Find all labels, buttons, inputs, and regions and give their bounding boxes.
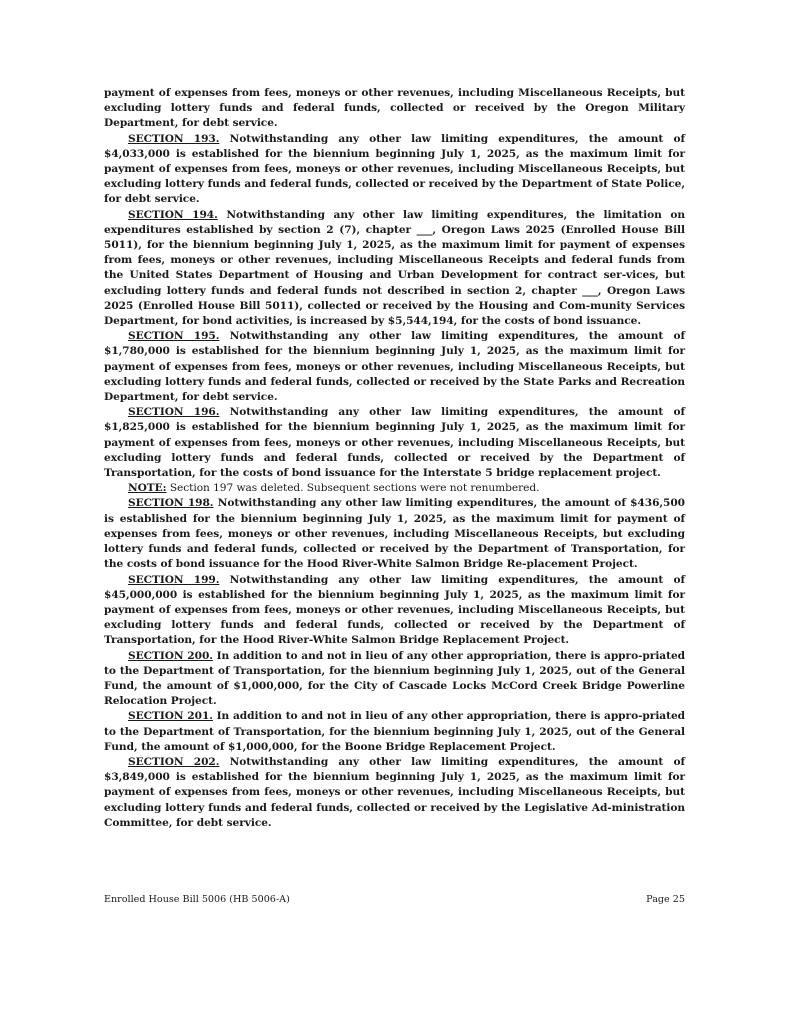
paragraph-text: Notwithstanding any other law limiting expenditures, the amount of $1,780,000 is established for the biennium beginning July 1, 2025, as the maximum limit for payment of expenses from fees, moneys or other revenues, including Miscellaneous Receipts, but excluding lottery funds and federal funds, collected or received by the State Parks and Recreation Department, for debt service. xyxy=(104,330,685,404)
section-202 xyxy=(104,755,685,831)
paragraph-text: Notwithstanding any other law limiting expenditures, the limitation on expenditures established by section 2 (7), chapter ___, Oregon Laws 2025 (Enrolled House Bill 5011), for the biennium beginning July 1, 2025, as the maximum limit for payment of expenses from fees, moneys or other revenues, including Miscellaneous Receipts and federal funds from the United States Department of Housing and Urban Development for contract ser-vices, but excluding lottery funds and federal funds not described in section 2, chapter ___, Oregon Laws 2025 (Enrolled House Bill 5011), collected or received by the Housing and Com-munity Services Department, for bond activities, is increased by $5,544,194, for the costs of bond issuance. xyxy=(104,208,685,328)
page-footer xyxy=(104,894,685,905)
section-heading: SECTION 198. xyxy=(128,497,214,510)
section-193 xyxy=(104,132,685,208)
footer-bill-name: Enrolled House Bill 5006 (HB 5006-A) xyxy=(104,894,290,905)
section-201 xyxy=(104,709,685,755)
section-199 xyxy=(104,573,685,649)
paragraph-text: Notwithstanding any other law limiting expenditures, the amount of $1,825,000 is established for the biennium beginning July 1, 2025, as the maximum limit for payment of expenses from fees, moneys or other revenues, including Miscellaneous Receipts, but excluding lottery funds and federal funds, collected or received by the Department of Transportation, for the costs of bond issuance for the Interstate 5 bridge replacement project. xyxy=(104,406,685,480)
note-label: NOTE: xyxy=(128,482,167,495)
paragraph-continuation xyxy=(104,86,685,132)
paragraph-text: In addition to and not in lieu of any other appropriation, there is appro-priated to the Department of Transportation, for the biennium beginning July 1, 2025, out of the General Fund, the amount of $1,000,000, for the Boone Bridge Replacement Project. xyxy=(104,710,685,753)
section-196 xyxy=(104,405,685,481)
footer-page-number: Page 25 xyxy=(646,894,685,905)
section-heading: SECTION 201. xyxy=(128,710,213,723)
paragraph-text: Notwithstanding any other law limiting expenditures, the amount of $3,849,000 is established for the biennium beginning July 1, 2025, as the maximum limit for payment of expenses from fees, moneys or other revenues, including Miscellaneous Receipts, but excluding lottery funds and federal funds, collected or received by the Legislative Ad-ministration Committee, for debt service. xyxy=(104,755,685,829)
section-heading: SECTION 200. xyxy=(128,649,213,662)
section-heading: SECTION 196. xyxy=(128,406,220,419)
note-text: Section 197 was deleted. Subsequent sections were not renumbered. xyxy=(166,482,540,495)
section-heading: SECTION 193. xyxy=(128,132,220,145)
section-198 xyxy=(104,496,685,572)
section-194 xyxy=(104,208,685,330)
paragraph-text: payment of expenses from fees, moneys or other revenues, including Miscellaneous Receipts, but excluding lottery funds and federal funds, collected or received by the Oregon Military Department, for debt service. xyxy=(104,87,685,130)
note-section-197 xyxy=(104,481,685,496)
section-heading: SECTION 194. xyxy=(128,208,218,221)
section-heading: SECTION 195. xyxy=(128,330,220,343)
section-heading: SECTION 202. xyxy=(128,755,220,768)
document-page xyxy=(104,86,685,831)
paragraph-text: In addition to and not in lieu of any other appropriation, there is appro-priated to the Department of Transportation, for the biennium beginning July 1, 2025, out of the General Fund, the amount of $1,000,000, for the City of Cascade Locks McCord Creek Bridge Powerline Relocation Project. xyxy=(104,649,685,708)
section-195 xyxy=(104,329,685,405)
paragraph-text: Notwithstanding any other law limiting expenditures, the amount of $4,033,000 is established for the biennium beginning July 1, 2025, as the maximum limit for payment of expenses from fees, moneys or other revenues, including Miscellaneous Receipts, but excluding lottery funds and federal funds, collected or received by the Department of State Police, for debt service. xyxy=(104,132,685,206)
section-200 xyxy=(104,649,685,710)
paragraph-text: Notwithstanding any other law limiting expenditures, the amount of $436,500 is established for the biennium beginning July 1, 2025, as the maximum limit for payment of expenses from fees, moneys or other revenues, including Miscellaneous Receipts, but excluding lottery funds and federal funds, collected or received by the Department of Transportation, for the costs of bond issuance for the Hood River-White Salmon Bridge Re-placement Project. xyxy=(104,497,686,571)
document-body xyxy=(104,86,685,831)
section-heading: SECTION 199. xyxy=(128,573,220,586)
paragraph-text: Notwithstanding any other law limiting expenditures, the amount of $45,000,000 is established for the biennium beginning July 1, 2025, as the maximum limit for payment of expenses from fees, moneys or other revenues, including Miscellaneous Receipts, but excluding lottery funds and federal funds, collected or received by the Department of Transportation, for the Hood River-White Salmon Bridge Replacement Project. xyxy=(104,573,685,647)
